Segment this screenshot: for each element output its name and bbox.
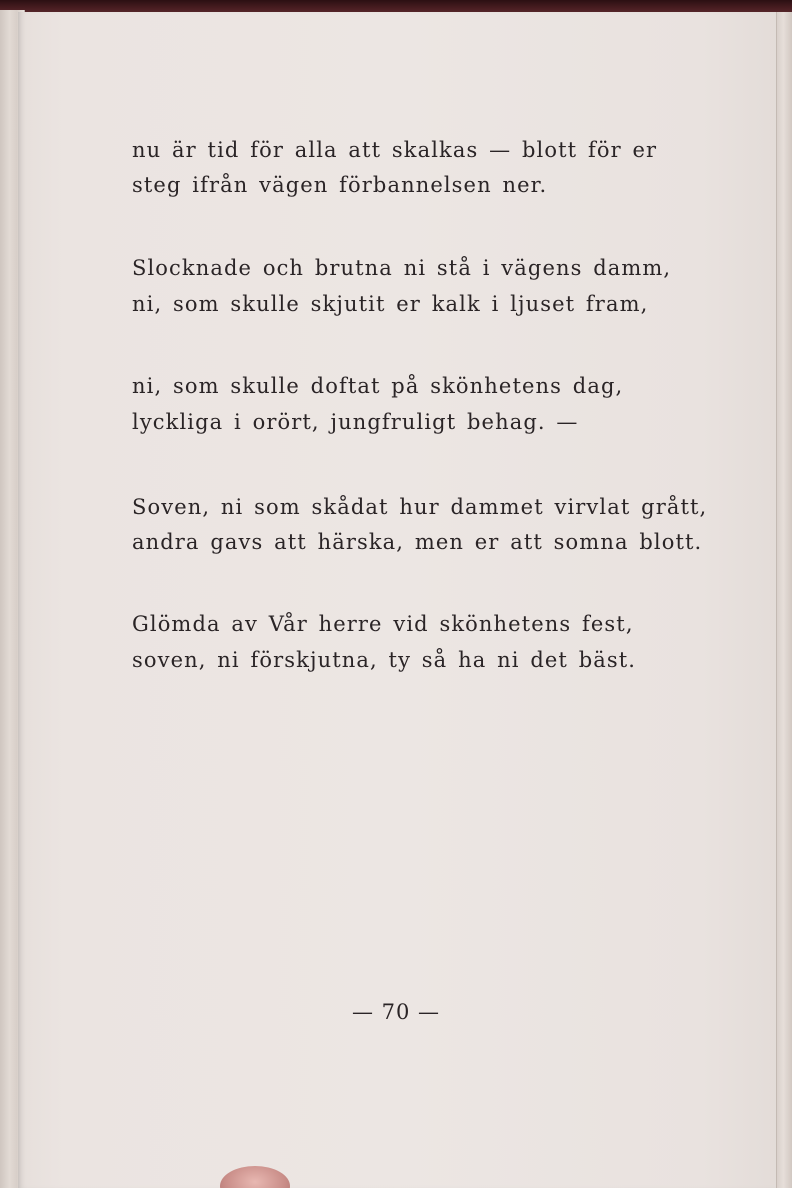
poem-line: ni, som skulle skjutit er kalk i ljuset fram, (132, 292, 649, 316)
page-number: — 70 — (351, 1000, 441, 1024)
poem-line: lyckliga i orört, jungfruligt behag. — (132, 410, 579, 434)
poem-line: ni, som skulle doftat på skönhetens dag, (132, 374, 624, 398)
poem-line: Soven, ni som skådat hur dammet virvlat grått, (132, 495, 708, 519)
poem-line: nu är tid för alla att skalkas — blott för er (132, 138, 658, 162)
poem-line: steg ifrån vägen förbannelsen ner. (132, 173, 548, 197)
poem-line: Slocknade och brutna ni stå i vägens damm, (132, 256, 672, 280)
poem-line: soven, ni förskjutna, ty så ha ni det bäst. (132, 648, 637, 672)
poem-line: Glömda av Vår herre vid skönhetens fest, (132, 612, 634, 636)
poem-line: andra gavs att härska, men er att somna blott. (132, 530, 703, 554)
